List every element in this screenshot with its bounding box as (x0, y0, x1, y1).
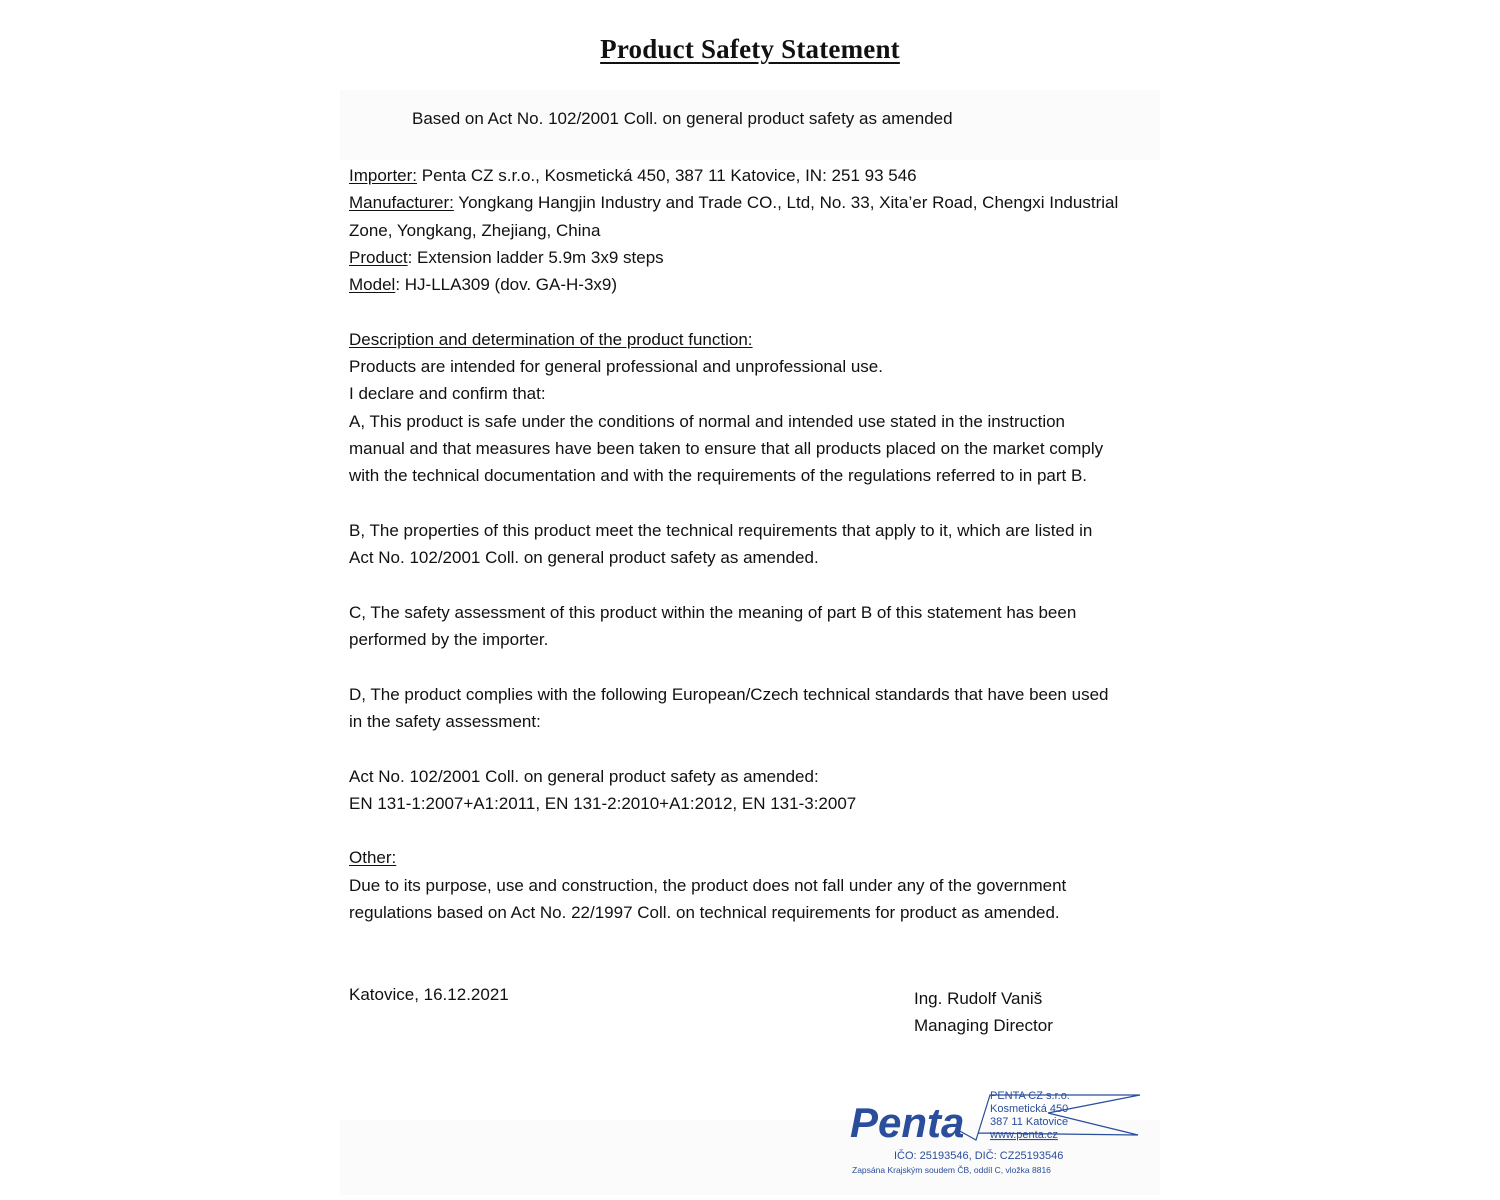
manufacturer-value: Yongkang Hangjin Industry and Trade CO., Ltd, No. 33, Xita’er Road, Chengxi Industrial (453, 193, 1119, 213)
stamp-company: PENTA CZ s.r.o. (990, 1090, 1070, 1102)
stamp-registry: Zapsána Krajským soudem ČB, oddíl C, vložka 8816 (852, 1165, 1051, 1175)
stamp-ids: IČO: 25193546, DIČ: CZ25193546 (894, 1150, 1064, 1162)
importer-label: Importer: (349, 166, 418, 185)
product-value: : Extension ladder 5.9m 3x9 steps (407, 247, 664, 267)
signatory-block (914, 985, 1053, 1040)
part-c-line: performed by the importer. (349, 630, 549, 650)
signatory-name: Ing. Rudolf Vaniš (914, 989, 1043, 1008)
place-and-date: Katovice, 16.12.2021 (349, 985, 509, 1004)
manufacturer-label: Manufacturer: (349, 193, 454, 213)
manufacturer-line-2: Zone, Yongkang, Zhejiang, China (349, 220, 601, 240)
company-stamp (848, 1085, 1148, 1185)
manufacturer-line (349, 189, 1159, 216)
standards-line: EN 131-1:2007+A1:2011, EN 131-2:2010+A1:2012, EN 131-3:2007 (349, 793, 857, 813)
stamp-web: www.penta.cz (990, 1129, 1058, 1141)
signatory-role: Managing Director (914, 1016, 1053, 1036)
part-c-line: C, The safety assessment of this product within the meaning of part B of this statement has been (349, 602, 1077, 622)
document-title: Product Safety Statement (600, 34, 900, 64)
standards-line: Act No. 102/2001 Coll. on general product safety as amended: (349, 766, 819, 786)
stamp-city: 387 11 Katovice (990, 1116, 1069, 1128)
other-line: Due to its purpose, use and construction, the product does not fall under any of the government (349, 875, 1067, 895)
part-d-line: D, The product complies with the following European/Czech technical standards that have been used (349, 684, 1109, 704)
model-line (349, 271, 1159, 298)
description-heading: Description and determination of the product function: (349, 329, 753, 349)
part-a-line: manual and that measures have been taken to ensure that all products placed on the market comply (349, 438, 1104, 458)
statement-body (349, 162, 1159, 926)
part-a-line: A, This product is safe under the conditions of normal and intended use stated in the instruction (349, 411, 1066, 431)
legal-basis-line: Based on Act No. 102/2001 Coll. on general product safety as amended (412, 109, 953, 128)
product-line (349, 244, 1159, 271)
part-d-line: in the safety assessment: (349, 711, 541, 731)
importer-value: Penta CZ s.r.o., Kosmetická 450, 387 11 Katovice, IN: 251 93 546 (417, 166, 917, 185)
product-label: Product (349, 247, 408, 267)
part-b-line: B, The properties of this product meet the technical requirements that apply to it, which are listed in (349, 520, 1093, 540)
part-a-line: with the technical documentation and with the requirements of the regulations referred to in part B. (349, 466, 1088, 486)
part-b-line: Act No. 102/2001 Coll. on general product safety as amended. (349, 548, 819, 568)
model-label: Model (349, 275, 396, 295)
description-line: Products are intended for general professional and unprofessional use. (349, 357, 883, 377)
model-value: : HJ-LLA309 (dov. GA-H-3x9) (395, 275, 618, 295)
penta-logo: Penta (850, 1099, 965, 1146)
declaration-line: I declare and confirm that: (349, 384, 546, 404)
importer-line (349, 162, 1159, 189)
other-heading: Other: (349, 848, 397, 868)
other-line: regulations based on Act No. 22/1997 Coll. on technical requirements for product as amended. (349, 903, 1060, 923)
stamp-street: Kosmetická 450 (990, 1103, 1069, 1115)
